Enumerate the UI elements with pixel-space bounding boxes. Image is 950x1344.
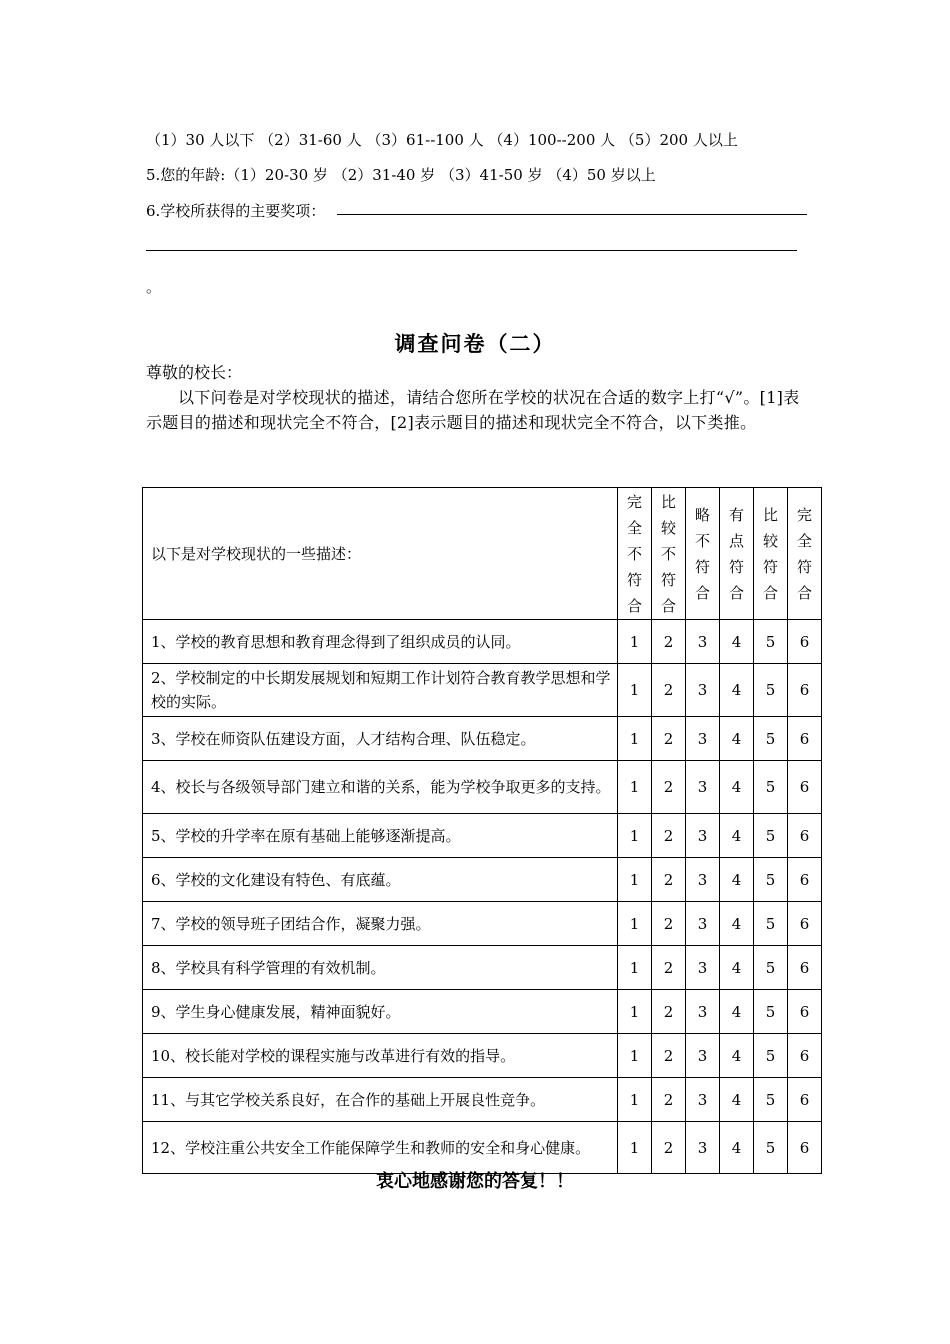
- scale-header-1: [618, 488, 652, 620]
- question-text: 10、校长能对学校的课程实施与改革进行有效的指导。: [143, 1034, 618, 1078]
- greeting: 尊敬的校长：: [146, 363, 243, 382]
- rating-option-6[interactable]: 6: [788, 717, 822, 761]
- rating-option-6[interactable]: 6: [788, 761, 822, 814]
- rating-option-4[interactable]: 4: [720, 717, 754, 761]
- rating-option-2[interactable]: 2: [652, 1122, 686, 1174]
- rating-option-3[interactable]: 3: [686, 858, 720, 902]
- rating-option-5[interactable]: 5: [754, 902, 788, 946]
- rating-option-4[interactable]: 4: [720, 814, 754, 858]
- question-text: 12、学校注重公共安全工作能保障学生和教师的安全和身心健康。: [143, 1122, 618, 1174]
- rating-option-1[interactable]: 1: [618, 858, 652, 902]
- question-row: [143, 664, 822, 717]
- rating-option-6[interactable]: 6: [788, 902, 822, 946]
- rating-option-4[interactable]: 4: [720, 946, 754, 990]
- rating-option-3[interactable]: 3: [686, 946, 720, 990]
- rating-option-6[interactable]: 6: [788, 620, 822, 664]
- rating-option-5[interactable]: 5: [754, 858, 788, 902]
- scale-header-label: 有点符合: [728, 505, 744, 602]
- rating-option-3[interactable]: 3: [686, 814, 720, 858]
- question-row: [143, 858, 822, 902]
- scale-header-label: 完全不符合: [626, 492, 642, 615]
- table-header-row: [143, 488, 822, 620]
- rating-option-5[interactable]: 5: [754, 664, 788, 717]
- rating-option-5[interactable]: 5: [754, 1122, 788, 1174]
- question-row: [143, 990, 822, 1034]
- scale-header-3: [686, 488, 720, 620]
- intro-paragraph: 以下问卷是对学校现状的描述，请结合您所在学校的状况在合适的数字上打“√”。[1]表示题目的描述和现状完全不符合，[2]表示题目的描述和现状完全不符合，以下类推。: [146, 388, 800, 432]
- rating-option-1[interactable]: 1: [618, 664, 652, 717]
- age-question: 5.您的年龄:（1）20-30 岁 （2）31-40 岁 （3）41-50 岁 （4）50 岁以上: [146, 166, 656, 184]
- rating-option-1[interactable]: 1: [618, 902, 652, 946]
- rating-option-4[interactable]: 4: [720, 664, 754, 717]
- description-header: 以下是对学校现状的一些描述：: [143, 488, 618, 620]
- question-row: [143, 1122, 822, 1174]
- rating-option-1[interactable]: 1: [618, 620, 652, 664]
- rating-option-6[interactable]: 6: [788, 990, 822, 1034]
- rating-option-3[interactable]: 3: [686, 1122, 720, 1174]
- question-row: [143, 1078, 822, 1122]
- scale-header-label: 比较不符合: [660, 492, 676, 615]
- rating-option-2[interactable]: 2: [652, 858, 686, 902]
- survey-table: [142, 487, 822, 1174]
- rating-option-2[interactable]: 2: [652, 620, 686, 664]
- scale-header-label: 完全符合: [796, 505, 812, 602]
- question-row: [143, 1034, 822, 1078]
- scale-header-5: [754, 488, 788, 620]
- rating-option-5[interactable]: 5: [754, 814, 788, 858]
- rating-option-5[interactable]: 5: [754, 1078, 788, 1122]
- question-row: [143, 717, 822, 761]
- rating-option-2[interactable]: 2: [652, 761, 686, 814]
- rating-option-2[interactable]: 2: [652, 902, 686, 946]
- rating-option-6[interactable]: 6: [788, 1122, 822, 1174]
- question-row: [143, 902, 822, 946]
- staff-count-options: （1）30 人以下 （2）31-60 人 （3）61--100 人 （4）100--200 人 （5）200 人以上: [146, 131, 738, 149]
- scale-header-2: [652, 488, 686, 620]
- rating-option-5[interactable]: 5: [754, 761, 788, 814]
- thanks-message: 衷心地感谢您的答复！！: [376, 1171, 574, 1192]
- rating-option-2[interactable]: 2: [652, 814, 686, 858]
- rating-option-3[interactable]: 3: [686, 990, 720, 1034]
- rating-option-4[interactable]: 4: [720, 620, 754, 664]
- rating-option-3[interactable]: 3: [686, 902, 720, 946]
- question-row: [143, 620, 822, 664]
- rating-option-4[interactable]: 4: [720, 1122, 754, 1174]
- rating-option-4[interactable]: 4: [720, 990, 754, 1034]
- rating-option-5[interactable]: 5: [754, 620, 788, 664]
- question-text: 5、学校的升学率在原有基础上能够逐渐提高。: [143, 814, 618, 858]
- scale-header-label: 比较符合: [762, 505, 778, 602]
- rating-option-1[interactable]: 1: [618, 946, 652, 990]
- question-row: [143, 946, 822, 990]
- question-row: [143, 761, 822, 814]
- page-title: 调查问卷（二）: [394, 331, 556, 356]
- question-text: 9、学生身心健康发展，精神面貌好。: [143, 990, 618, 1034]
- rating-option-4[interactable]: 4: [720, 761, 754, 814]
- rating-option-2[interactable]: 2: [652, 1078, 686, 1122]
- scale-header-label: 略不符合: [694, 505, 710, 602]
- rating-option-6[interactable]: 6: [788, 814, 822, 858]
- rating-option-5[interactable]: 5: [754, 990, 788, 1034]
- question-rows: [143, 620, 822, 1174]
- rating-option-4[interactable]: 4: [720, 902, 754, 946]
- question-text: 7、学校的领导班子团结合作，凝聚力强。: [143, 902, 618, 946]
- question-text: 8、学校具有科学管理的有效机制。: [143, 946, 618, 990]
- scale-header-4: [720, 488, 754, 620]
- awards-answer-line-2[interactable]: [146, 250, 797, 251]
- scale-header-6: [788, 488, 822, 620]
- rating-option-2[interactable]: 2: [652, 1034, 686, 1078]
- rating-option-2[interactable]: 2: [652, 946, 686, 990]
- rating-option-6[interactable]: 6: [788, 946, 822, 990]
- rating-option-1[interactable]: 1: [618, 1034, 652, 1078]
- end-mark: 。: [146, 278, 162, 296]
- question-text: 1、学校的教育思想和教育理念得到了组织成员的认同。: [143, 620, 618, 664]
- rating-option-3[interactable]: 3: [686, 761, 720, 814]
- question-text: 6、学校的文化建设有特色、有底蕴。: [143, 858, 618, 902]
- rating-option-2[interactable]: 2: [652, 664, 686, 717]
- awards-question: 6.学校所获得的主要奖项：: [146, 202, 326, 220]
- rating-option-5[interactable]: 5: [754, 946, 788, 990]
- question-text: 3、学校在师资队伍建设方面，人才结构合理、队伍稳定。: [143, 717, 618, 761]
- rating-option-3[interactable]: 3: [686, 620, 720, 664]
- rating-option-1[interactable]: 1: [618, 1122, 652, 1174]
- question-text: 2、学校制定的中长期发展规划和短期工作计划符合教育教学思想和学校的实际。: [143, 664, 618, 717]
- rating-option-3[interactable]: 3: [686, 1034, 720, 1078]
- rating-option-1[interactable]: 1: [618, 761, 652, 814]
- rating-option-4[interactable]: 4: [720, 1078, 754, 1122]
- rating-option-3[interactable]: 3: [686, 717, 720, 761]
- rating-option-2[interactable]: 2: [652, 990, 686, 1034]
- rating-option-3[interactable]: 3: [686, 1078, 720, 1122]
- rating-option-4[interactable]: 4: [720, 858, 754, 902]
- rating-option-1[interactable]: 1: [618, 1078, 652, 1122]
- rating-option-4[interactable]: 4: [720, 1034, 754, 1078]
- rating-option-1[interactable]: 1: [618, 990, 652, 1034]
- question-text: 11、与其它学校关系良好，在合作的基础上开展良性竞争。: [143, 1078, 618, 1122]
- question-row: [143, 814, 822, 858]
- question-text: 4、校长与各级领导部门建立和谐的关系，能为学校争取更多的支持。: [143, 761, 618, 814]
- rating-option-5[interactable]: 5: [754, 1034, 788, 1078]
- rating-option-6[interactable]: 6: [788, 1034, 822, 1078]
- rating-option-6[interactable]: 6: [788, 664, 822, 717]
- rating-option-1[interactable]: 1: [618, 717, 652, 761]
- rating-option-6[interactable]: 6: [788, 1078, 822, 1122]
- awards-answer-line-1[interactable]: [337, 214, 807, 215]
- rating-option-3[interactable]: 3: [686, 664, 720, 717]
- rating-option-5[interactable]: 5: [754, 717, 788, 761]
- rating-option-1[interactable]: 1: [618, 814, 652, 858]
- rating-option-2[interactable]: 2: [652, 717, 686, 761]
- rating-option-6[interactable]: 6: [788, 858, 822, 902]
